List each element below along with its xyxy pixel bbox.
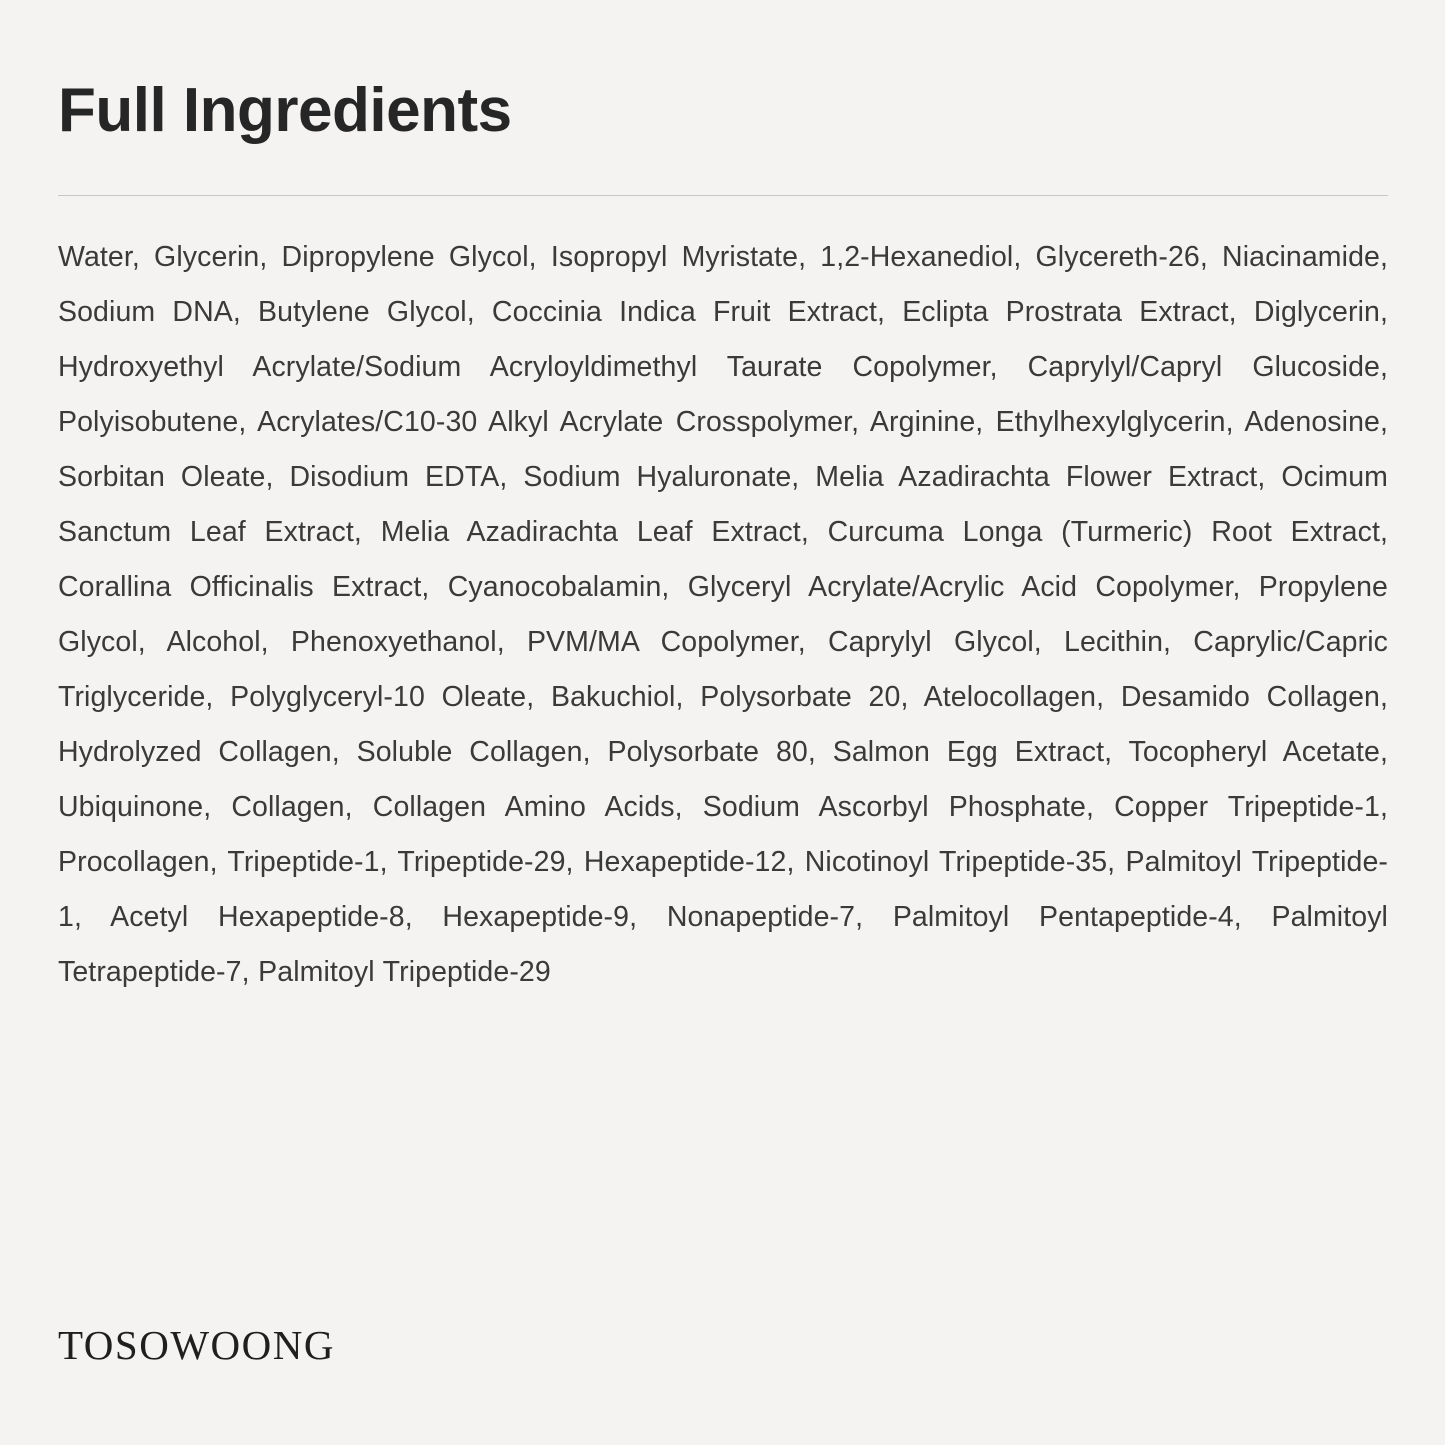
- page-title: Full Ingredients: [58, 76, 512, 145]
- ingredients-list-text: Water, Glycerin, Dipropylene Glycol, Isopropyl Myristate, 1,2-Hexanediol, Glycereth-26, Niacinamide, Sodium DNA, Butylene Glycol, Coccinia Indica Fruit Extract, Eclipta Prostrata Extract, Diglycerin, Hydroxyethyl Acrylate/Sodium Acryloyldimethyl Taurate Copolymer, Caprylyl/Capryl Glucoside, Polyisobutene, Acrylates/C10-30 Alkyl Acrylate Crosspolymer, Arginine, Ethylhexylglycerin, Adenosine, Sorbitan Oleate, Disodium EDTA, Sodium Hyaluronate, Melia Azadirachta Flower Extract, Ocimum Sanctum Leaf Extract, Melia Azadirachta Leaf Extract, Curcuma Longa (Turmeric) Root Extract, Corallina Officinalis Extract, Cyanocobalamin, Glyceryl Acrylate/Acrylic Acid Copolymer, Propylene Glycol, Alcohol, Phenoxyethanol, PVM/MA Copolymer, Caprylyl Glycol, Lecithin, Caprylic/Capric Triglyceride, Polyglyceryl-10 Oleate, Bakuchiol, Polysorbate 20, Atelocollagen, Desamido Collagen, Hydrolyzed Collagen, Soluble Collagen, Polysorbate 80, Salmon Egg Extract, Tocopheryl Acetate, Ubiquinone, Collagen, Collagen Amino Acids, Sodium Ascorbyl Phosphate, Copper Tripeptide-1, Procollagen, Tripeptide-1, Tripeptide-29, Hexapeptide-12, Nicotinoyl Tripeptide-35, Palmitoyl Tripeptide-1, Acetyl Hexapeptide-8, Hexapeptide-9, Nonapeptide-7, Palmitoyl Pentapeptide-4, Palmitoyl Tetrapeptide-7, Palmitoyl Tripeptide-29: [58, 241, 1388, 989]
- brand-wordmark: TOSOWOONG: [58, 1322, 335, 1368]
- title-divider: [58, 195, 1388, 196]
